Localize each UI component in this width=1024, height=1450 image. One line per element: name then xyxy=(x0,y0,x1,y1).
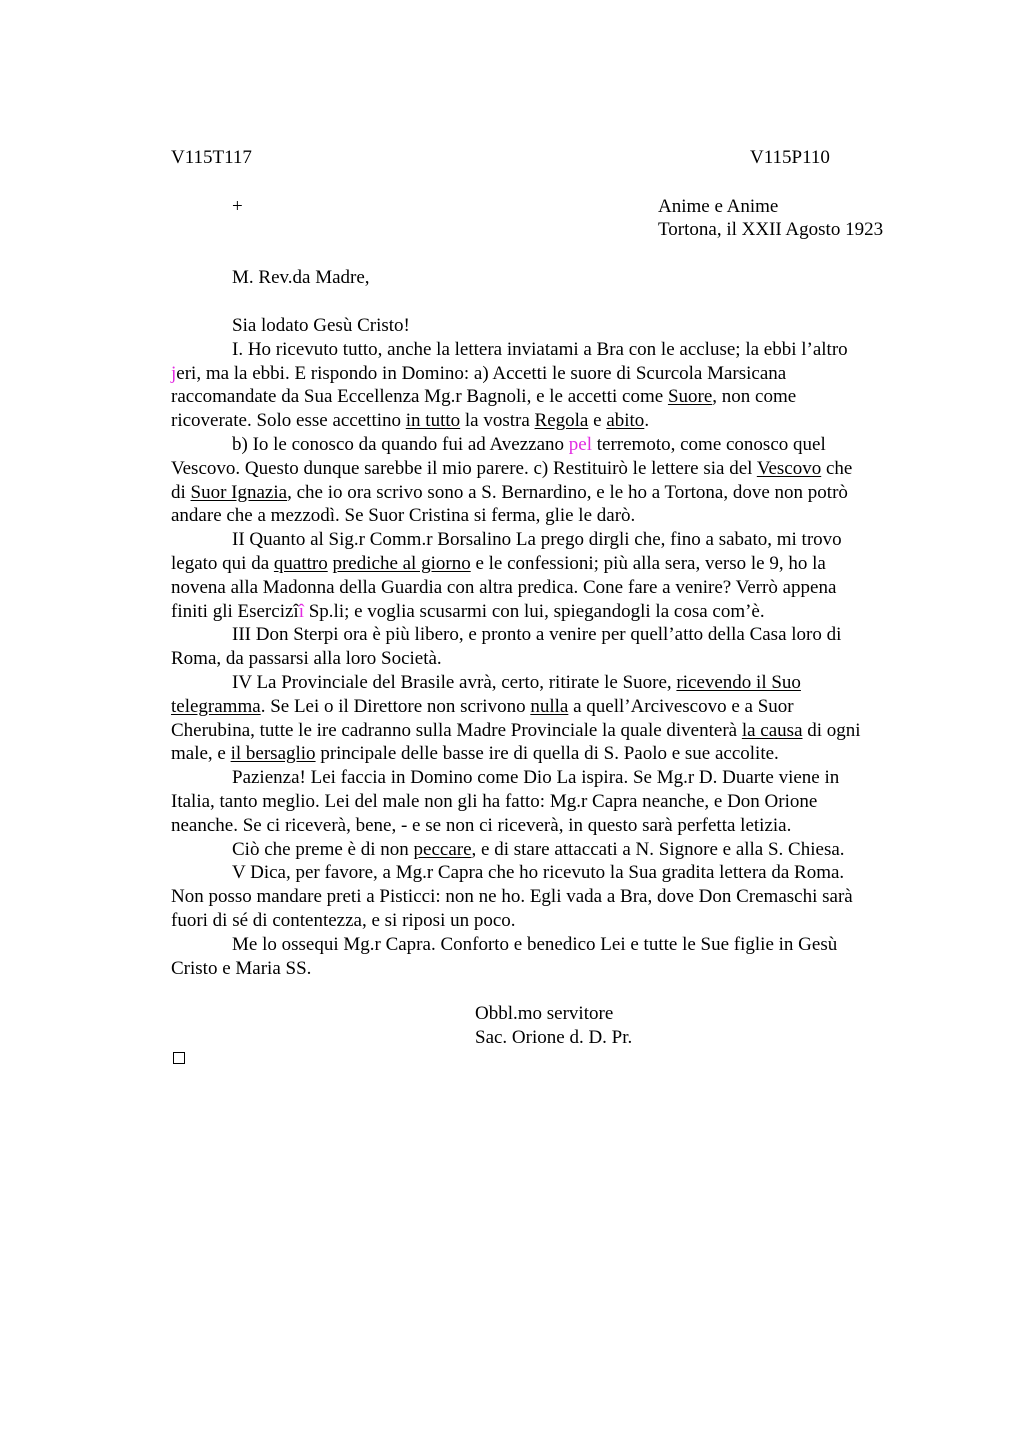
body-line xyxy=(171,814,931,838)
text: di xyxy=(171,481,191,503)
end-marker-square-icon xyxy=(173,1052,185,1064)
body-line xyxy=(171,695,931,719)
text: e le confessioni; più alla sera, verso le 9, ho la xyxy=(470,552,826,574)
text: II Quanto al Sig.r Comm.r Borsalino La prego dirgli che, fino a sabato, mi trovo xyxy=(232,529,842,551)
body-line xyxy=(171,457,931,481)
body-line xyxy=(171,576,931,600)
underlined-text: ricevendo il Suo xyxy=(676,671,801,693)
text: , che io ora scrivo sono a S. Bernardino, e le ho a Tortona, dove non potrò xyxy=(287,481,848,503)
body-line xyxy=(171,409,931,433)
underlined-text: prediche al giorno xyxy=(332,552,471,574)
underlined-text: Suor Ignazia xyxy=(190,481,288,503)
body-line xyxy=(171,933,931,957)
body-line xyxy=(171,671,931,695)
text: novena alla Madonna della Guardia con altra predica. Cone fare a venire? Verrò appena xyxy=(171,576,837,598)
underlined-text: abito xyxy=(606,410,645,432)
text: Non posso mandare preti a Pisticci: non ne ho. Egli vada a Bra, dove Don Cremaschi sarà xyxy=(171,886,853,908)
signature-closing: Obbl.mo servitore xyxy=(475,1003,614,1024)
underlined-text: in tutto xyxy=(405,410,461,432)
text: , non come xyxy=(712,386,797,408)
text: Sia lodato Gesù Cristo! xyxy=(232,315,410,336)
text: neanche. Se ci riceverà, bene, - e se non ci riceverà, in questo sarà perfetta letizia. xyxy=(171,814,792,836)
body-line xyxy=(171,909,931,933)
body-line xyxy=(171,647,931,671)
text: Ciò che preme è di non xyxy=(232,838,414,860)
body-line xyxy=(171,385,931,409)
text: principale delle basse ire di quella di S. Paolo e sue accolite. xyxy=(315,743,779,765)
salutation: M. Rev.da Madre, xyxy=(232,267,370,288)
text: e xyxy=(588,410,607,432)
underlined-text: quattro xyxy=(273,552,328,574)
body-line xyxy=(171,528,931,552)
underlined-text: nulla xyxy=(530,695,569,717)
body-line xyxy=(171,504,931,528)
text: la vostra xyxy=(460,410,535,432)
body-line xyxy=(171,766,931,790)
text: eri, ma la ebbi. E rispondo in Domino: a) Accetti le suore di Scurcola Marsicana xyxy=(176,362,787,384)
underlined-text: telegramma xyxy=(171,695,261,717)
text: III Don Sterpi ora è più libero, e pronto a venire per quell’atto della Casa loro di xyxy=(232,624,842,646)
text: finiti gli Esercizî xyxy=(171,600,299,622)
text: terremoto, come conosco quel xyxy=(592,433,826,455)
body-line xyxy=(171,552,931,576)
text: male, e xyxy=(171,743,231,765)
letter-body xyxy=(171,314,931,980)
body-line xyxy=(171,600,931,624)
text: fuori di sé di contentezza, e si riposi un poco. xyxy=(171,909,516,931)
document-code-left: V115T117 xyxy=(171,147,252,168)
motto: Anime e Anime xyxy=(658,196,779,217)
body-line xyxy=(171,885,931,909)
text: IV La Provinciale del Brasile avrà, certo, ritirate le Suore, xyxy=(232,671,677,693)
text: Cristo e Maria SS. xyxy=(171,957,312,979)
text: Vescovo. Questo dunque sarebbe il mio parere. c) Restituirò le lettere sia del xyxy=(171,457,757,479)
text: V Dica, per favore, a Mg.r Capra che ho ricevuto la Sua gradita lettera da Roma. xyxy=(232,862,845,884)
body-line xyxy=(171,957,931,981)
highlighted-text: j xyxy=(171,362,177,384)
text: che xyxy=(821,457,853,479)
signature-name: Sac. Orione d. D. Pr. xyxy=(475,1027,633,1048)
text: legato qui da xyxy=(171,552,274,574)
text: I. Ho ricevuto tutto, anche la lettera inviatami a Bra con le accluse; la ebbi l’altro xyxy=(232,338,848,360)
text: ricoverate. Solo esse accettino xyxy=(171,410,406,432)
underlined-text: Suore xyxy=(667,386,713,408)
text: andare che a mezzodì. Se Suor Cristina si ferma, glie le darò. xyxy=(171,505,636,527)
body-line xyxy=(171,314,931,338)
body-line xyxy=(171,433,931,457)
text: Sp.li; e voglia scusarmi con lui, spiegandogli la cosa com’è. xyxy=(303,600,765,622)
body-line xyxy=(171,790,931,814)
cross-symbol: + xyxy=(232,196,243,217)
underlined-text: peccare xyxy=(413,838,472,860)
body-line xyxy=(171,742,931,766)
document-code-right: V115P110 xyxy=(750,147,830,168)
text: Italia, tanto meglio. Lei del male non gli ha fatto: Mg.r Capra neanche, e Don Orione xyxy=(171,790,818,812)
underlined-text: il bersaglio xyxy=(230,743,316,765)
body-line xyxy=(171,861,931,885)
text: a quell’Arcivescovo e a Suor xyxy=(568,695,794,717)
highlighted-text: î xyxy=(298,600,304,622)
place-date: Tortona, il XXII Agosto 1923 xyxy=(658,219,884,240)
body-line xyxy=(171,623,931,647)
body-line xyxy=(171,838,931,862)
text: Cherubina, tutte le ire cadranno sulla Madre Provinciale la quale diventerà xyxy=(171,719,742,741)
highlighted-text: pel xyxy=(568,433,592,455)
body-line xyxy=(171,719,931,743)
text: Me lo ossequi Mg.r Capra. Conforto e benedico Lei e tutte le Sue figlie in Gesù xyxy=(232,933,838,955)
text: , e di stare attaccati a N. Signore e alla S. Chiesa. xyxy=(471,838,845,860)
body-line xyxy=(171,338,931,362)
text: Pazienza! Lei faccia in Domino come Dio La ispira. Se Mg.r D. Duarte viene in xyxy=(232,767,840,789)
body-line xyxy=(171,362,931,386)
underlined-text: Regola xyxy=(534,410,589,432)
text: . Se Lei o il Direttore non scrivono xyxy=(260,695,531,717)
text: raccomandate da Sua Eccellenza Mg.r Bagnoli, e le accetti come xyxy=(171,386,668,408)
underlined-text: Vescovo xyxy=(756,457,822,479)
text: b) Io le conosco da quando fui ad Avezzano xyxy=(232,433,569,455)
body-line xyxy=(171,481,931,505)
text: Roma, da passarsi alla loro Società. xyxy=(171,648,442,670)
underlined-text: la causa xyxy=(741,719,803,741)
text: . xyxy=(644,410,650,432)
text: di ogni xyxy=(802,719,861,741)
